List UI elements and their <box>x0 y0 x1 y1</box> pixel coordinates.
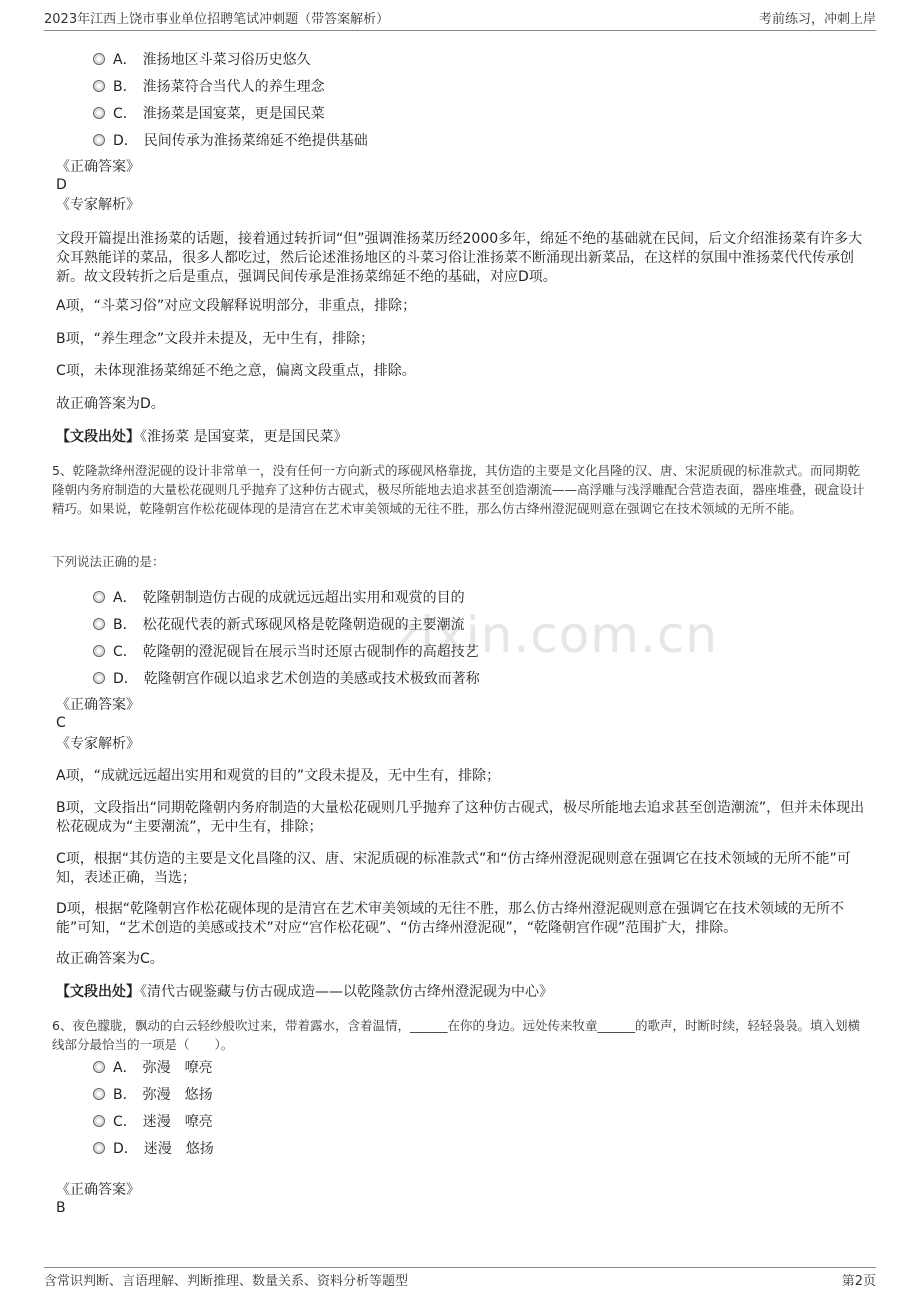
q5-option-b[interactable]: B． 松花砚代表的新式琢砚风格是乾隆朝造砚的主要潮流 <box>93 614 465 634</box>
q6-stem: 6、夜色朦胧，飘动的白云轻纱般吹过来，带着露水，含着温情，______在你的身边。远处传来牧童______的歌声，时断时续，轻轻袅袅。填入划横线部分最恰当的一项是（ ）。 <box>52 1018 860 1052</box>
radio-icon[interactable] <box>93 672 105 684</box>
q5-prompt: 下列说法正确的是： <box>52 554 165 569</box>
q6-answer-title: 《正确答案》 <box>56 1182 140 1198</box>
q5-source: 【文段出处】《清代古砚鉴藏与仿古砚成造——以乾隆款仿古绛州澄泥砚为中心》 <box>56 984 553 1000</box>
q4-option-d[interactable]: D． 民间传承为淮扬菜绵延不绝提供基础 <box>93 130 368 150</box>
q5-option-d[interactable]: D． 乾隆朝宫作砚以追求艺术创造的美感或技术极致而著称 <box>93 668 480 688</box>
radio-icon[interactable] <box>93 1088 105 1100</box>
q6-option-d[interactable]: D． 迷漫 悠扬 <box>93 1138 214 1158</box>
page-number: 第2页 <box>841 1274 876 1289</box>
q6-option-b[interactable]: B． 弥漫 悠扬 <box>93 1084 213 1104</box>
q6-option-a[interactable]: A． 弥漫 嘹亮 <box>93 1057 213 1077</box>
q4-option-b[interactable]: B． 淮扬菜符合当代人的养生理念 <box>93 76 325 96</box>
radio-icon[interactable] <box>93 591 105 603</box>
radio-icon[interactable] <box>93 1115 105 1127</box>
q4-analysis-main: 文段开篇提出淮扬菜的话题，接着通过转折词“但”强调淮扬菜历经2000多年，绵延不绝的基础就在民间，后文介绍淮扬菜有许多大众耳熟能详的菜品，很多人都吃过，然后论述淮扬地区的斗菜习俗让淮扬菜不断涌现出新菜品，在这样的氛围中淮扬菜代代传承创新。故文段转折之后是重点，强调民间传承是淮扬菜绵延不绝的基础，对应D项。 <box>56 231 863 285</box>
doc-title: 2023年江西上饶市事业单位招聘笔试冲刺题（带答案解析） <box>44 12 390 27</box>
q5-conclusion: 故正确答案为C。 <box>56 951 164 967</box>
radio-icon[interactable] <box>93 618 105 630</box>
footer-categories: 含常识判断、言语理解、判断推理、数量关系、资料分析等题型 <box>44 1274 409 1289</box>
q5-analysis-b: B项，文段指出“同期乾隆朝内务府制造的大量松花砚则几乎抛弃了这种仿古砚式，极尽所能地去追求甚至创造潮流”，但并未体现出松花砚成为“主要潮流”，无中生有，排除； <box>56 800 865 835</box>
q4-option-c[interactable]: C． 淮扬菜是国宴菜，更是国民菜 <box>93 103 325 123</box>
q5-option-a[interactable]: A． 乾隆朝制造仿古砚的成就远远超出实用和观赏的目的 <box>93 587 465 607</box>
footer-divider <box>44 1267 876 1268</box>
q4-analysis-title: 《专家解析》 <box>56 197 140 213</box>
q5-analysis-title: 《专家解析》 <box>56 736 140 752</box>
q4-answer-title: 《正确答案》 <box>56 159 140 175</box>
q5-stem: 5、乾隆款绛州澄泥砚的设计非常单一，没有任何一方向新式的琢砚风格靠拢，其仿造的主要是文化昌隆的汉、唐、宋泥质砚的标准款式。而同期乾隆朝内务府制造的大量松花砚则几乎抛弃了这种仿古砚式，极尽所能地去追求甚至创造潮流——高浮雕与浅浮雕配合营造表面，器座堆叠，砚盒设计精巧。如果说，乾隆朝宫作松花砚体现的是清宫在艺术审美领域的无往不胜，那么仿古绛州澄泥砚则意在强调它在技术领域的无所不能。 <box>52 463 865 516</box>
radio-icon[interactable] <box>93 134 105 146</box>
q6-option-c[interactable]: C． 迷漫 嘹亮 <box>93 1111 213 1131</box>
q6-answer: B <box>56 1200 66 1216</box>
q5-answer: C <box>56 715 66 731</box>
q5-analysis-c: C项，根据“其仿造的主要是文化昌隆的汉、唐、宋泥质砚的标准款式”和“仿古绛州澄泥砚则意在强调它在技术领域的无所不能”可知，表述正确，当选； <box>56 851 851 886</box>
header-divider <box>44 30 876 31</box>
radio-icon[interactable] <box>93 53 105 65</box>
q4-option-a[interactable]: A． 淮扬地区斗菜习俗历史悠久 <box>93 49 311 69</box>
radio-icon[interactable] <box>93 645 105 657</box>
q4-analysis-b: B项，“养生理念”文段并未提及，无中生有，排除； <box>56 331 375 347</box>
watermark: zixin.com.cn <box>393 606 719 664</box>
q4-source: 【文段出处】《淮扬菜 是国宴菜，更是国民菜》 <box>56 429 348 445</box>
radio-icon[interactable] <box>93 1061 105 1073</box>
q4-analysis-a: A项，“斗菜习俗”对应文段解释说明部分，非重点，排除； <box>56 298 417 314</box>
q4-analysis-c: C项，未体现淮扬菜绵延不绝之意，偏离文段重点，排除。 <box>56 363 416 379</box>
radio-icon[interactable] <box>93 107 105 119</box>
q5-answer-title: 《正确答案》 <box>56 697 140 713</box>
page-header <box>44 8 876 28</box>
q5-analysis-a: A项，“成就远远超出实用和观赏的目的”文段未提及，无中生有，排除； <box>56 768 501 784</box>
q5-option-c[interactable]: C． 乾隆朝的澄泥砚旨在展示当时还原古砚制作的高超技艺 <box>93 641 479 661</box>
q5-analysis-d: D项，根据“乾隆朝宫作松花砚体现的是清宫在艺术审美领域的无往不胜，那么仿古绛州澄泥砚则意在强调它在技术领域的无所不能”可知，“艺术创造的美感或技术”对应“宫作松花砚”、“仿古绛州澄泥砚”，“乾隆朝宫作砚”范围扩大，排除。 <box>56 901 845 936</box>
q4-conclusion: 故正确答案为D。 <box>56 396 165 412</box>
radio-icon[interactable] <box>93 80 105 92</box>
q4-answer: D <box>56 177 67 193</box>
header-slogan: 考前练习，冲刺上岸 <box>758 12 876 27</box>
radio-icon[interactable] <box>93 1142 105 1154</box>
